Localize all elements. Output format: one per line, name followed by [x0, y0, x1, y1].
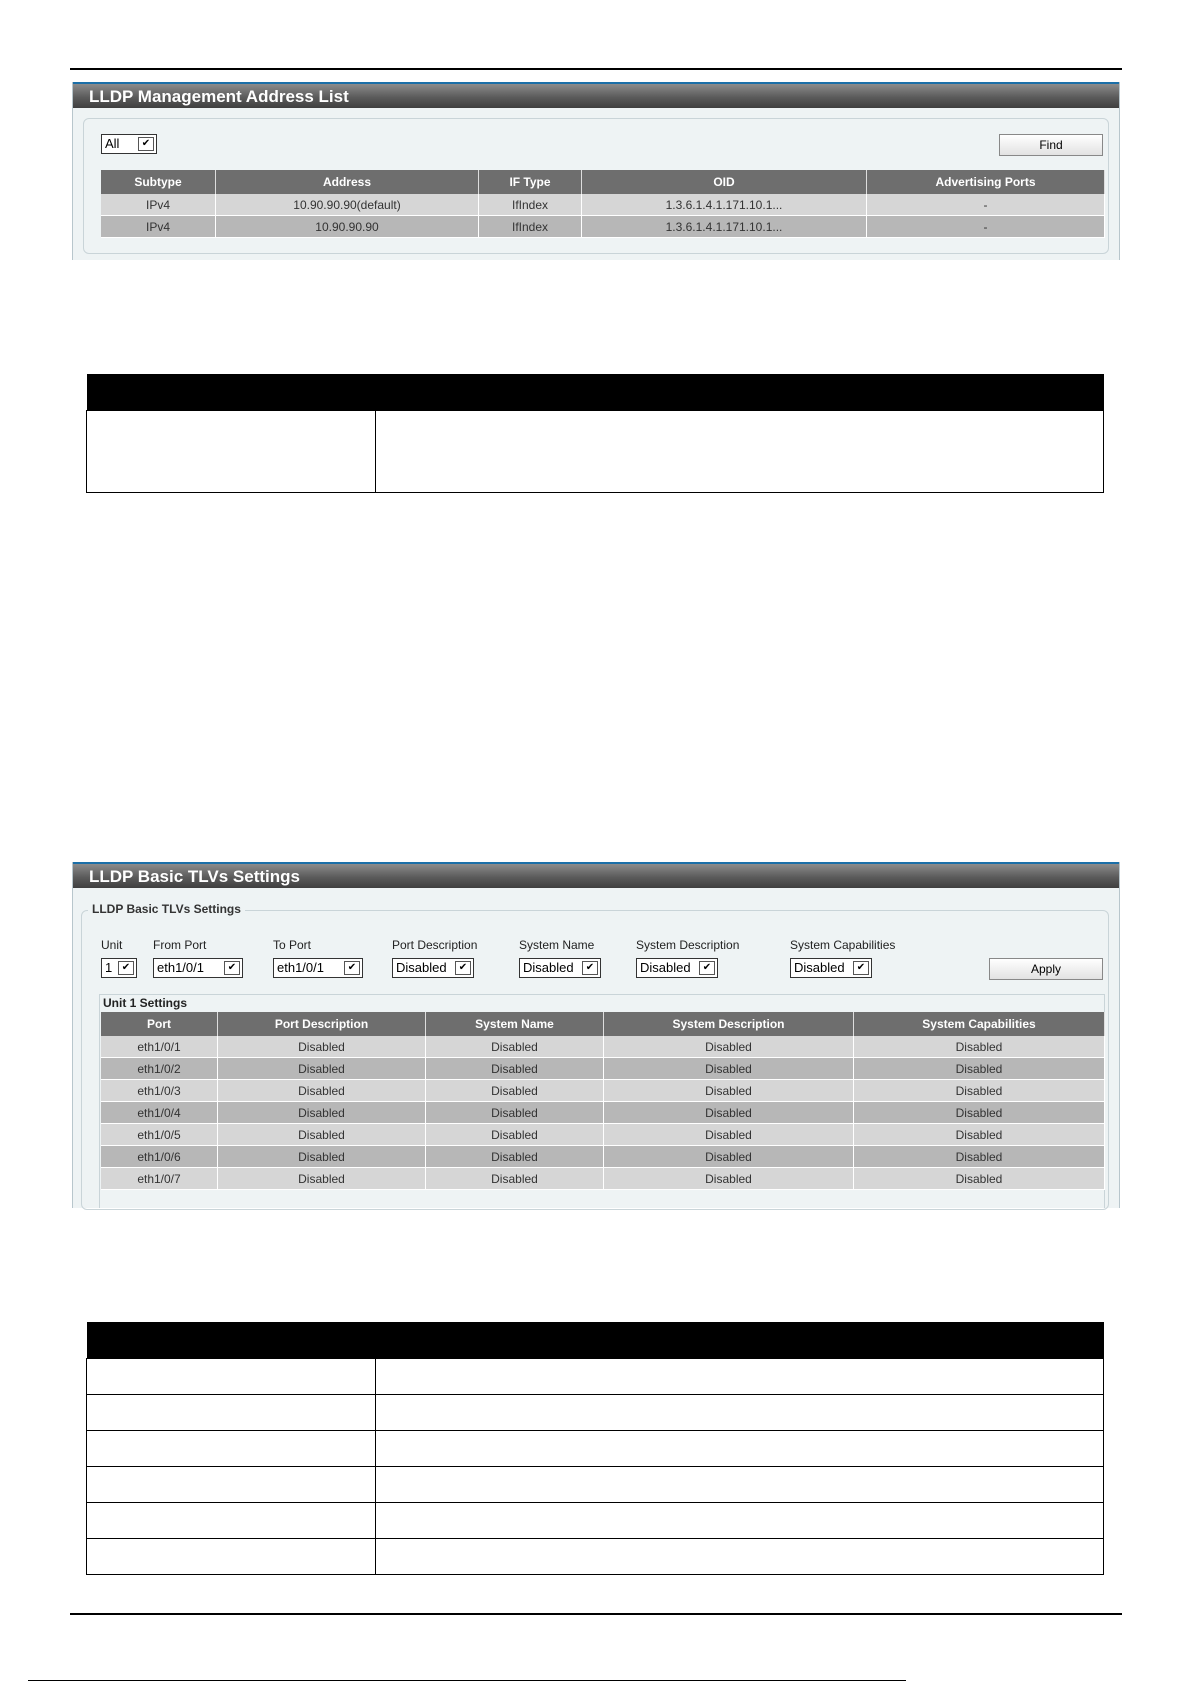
tlv-settings-table	[101, 1012, 1105, 1190]
system-capabilities-label: System Capabilities	[790, 938, 896, 952]
cell-if-type: IfIndex	[479, 194, 582, 216]
parameter-cell	[87, 1539, 376, 1575]
from-port-select[interactable]	[153, 958, 243, 978]
find-button[interactable]: Find	[999, 134, 1103, 156]
cell-system-capabilities: Disabled	[854, 1080, 1105, 1102]
table-row	[101, 216, 1105, 238]
cell-system-capabilities: Disabled	[854, 1102, 1105, 1124]
page-top-rule	[70, 68, 1122, 70]
lldp-management-address-panel	[72, 82, 1120, 260]
from-port-value: eth1/0/1	[157, 960, 204, 975]
table-row	[101, 1036, 1105, 1058]
cell-system-name: Disabled	[426, 1036, 604, 1058]
table-row	[101, 1058, 1105, 1080]
panel-title: LLDP Management Address List	[73, 82, 1119, 108]
doc-table-header	[87, 374, 1104, 411]
cell-system-description: Disabled	[604, 1036, 854, 1058]
parameter-cell	[87, 1503, 376, 1539]
cell-system-name: Disabled	[426, 1102, 604, 1124]
cell-address: 10.90.90.90(default)	[216, 194, 479, 216]
chevron-down-icon: ✔	[455, 961, 471, 975]
cell-system-description: Disabled	[604, 1058, 854, 1080]
description-cell	[376, 1539, 1104, 1575]
system-description-value: Disabled	[640, 960, 691, 975]
lldp-basic-tlvs-panel	[72, 862, 1120, 1208]
cell-port: eth1/0/1	[101, 1036, 218, 1058]
table-row	[101, 1146, 1105, 1168]
cell-system-description: Disabled	[604, 1146, 854, 1168]
system-capabilities-select[interactable]	[790, 958, 872, 978]
description-cell	[376, 1467, 1104, 1503]
parameter-description-table-2	[86, 1322, 1104, 1575]
parameter-cell	[87, 1395, 376, 1431]
table-row	[101, 1102, 1105, 1124]
cell-port-description: Disabled	[218, 1036, 426, 1058]
to-port-select[interactable]	[273, 958, 363, 978]
chevron-down-icon: ✔	[699, 961, 715, 975]
chevron-down-icon: ✔	[118, 961, 134, 975]
cell-port: eth1/0/2	[101, 1058, 218, 1080]
port-description-value: Disabled	[396, 960, 447, 975]
cell-subtype: IPv4	[101, 194, 216, 216]
cell-port-description: Disabled	[218, 1168, 426, 1190]
cell-system-capabilities: Disabled	[854, 1146, 1105, 1168]
parameter-cell	[87, 1467, 376, 1503]
cell-port-description: Disabled	[218, 1058, 426, 1080]
cell-subtype: IPv4	[101, 216, 216, 238]
cell-system-capabilities: Disabled	[854, 1168, 1105, 1190]
cell-system-description: Disabled	[604, 1080, 854, 1102]
column-header-port: Port	[101, 1012, 218, 1036]
cell-port-description: Disabled	[218, 1102, 426, 1124]
cell-system-capabilities: Disabled	[854, 1124, 1105, 1146]
cell-system-name: Disabled	[426, 1080, 604, 1102]
chevron-down-icon: ✔	[853, 961, 869, 975]
description-cell	[376, 1431, 1104, 1467]
cell-oid: 1.3.6.1.4.1.171.10.1...	[582, 216, 867, 238]
column-header-oid: OID	[582, 170, 867, 194]
unit-value: 1	[105, 960, 113, 975]
footer-rule	[28, 1680, 906, 1681]
subtype-filter-select[interactable]	[101, 134, 157, 154]
from-port-label: From Port	[153, 938, 207, 952]
parameter-description-table-1	[86, 374, 1104, 493]
cell-port-description: Disabled	[218, 1080, 426, 1102]
table-row	[101, 194, 1105, 216]
chevron-down-icon: ✔	[138, 137, 154, 151]
cell-system-description: Disabled	[604, 1124, 854, 1146]
management-address-table	[101, 170, 1105, 238]
chevron-down-icon: ✔	[582, 961, 598, 975]
column-header-address: Address	[216, 170, 479, 194]
to-port-label: To Port	[273, 938, 312, 952]
column-header-system-capabilities: System Capabilities	[854, 1012, 1105, 1036]
port-description-label: Port Description	[392, 938, 478, 952]
cell-system-capabilities: Disabled	[854, 1036, 1105, 1058]
cell-system-capabilities: Disabled	[854, 1058, 1105, 1080]
cell-system-description: Disabled	[604, 1168, 854, 1190]
description-cell	[376, 1359, 1104, 1395]
column-header-if-type: IF Type	[479, 170, 582, 194]
apply-button[interactable]: Apply	[989, 958, 1103, 980]
panel-title: LLDP Basic TLVs Settings	[73, 862, 1119, 888]
port-description-select[interactable]	[392, 958, 474, 978]
system-name-label: System Name	[519, 938, 595, 952]
unit-label: Unit	[101, 938, 123, 952]
cell-oid: 1.3.6.1.4.1.171.10.1...	[582, 194, 867, 216]
column-header-advertising-ports: Advertising Ports	[867, 170, 1105, 194]
parameter-cell	[87, 1359, 376, 1395]
column-header-subtype: Subtype	[101, 170, 216, 194]
parameter-cell	[87, 1431, 376, 1467]
cell-port: eth1/0/5	[101, 1124, 218, 1146]
system-name-value: Disabled	[523, 960, 574, 975]
subtype-filter-value: All	[105, 136, 120, 151]
description-cell	[376, 1503, 1104, 1539]
cell-system-name: Disabled	[426, 1124, 604, 1146]
chevron-down-icon: ✔	[224, 961, 240, 975]
column-header-system-name: System Name	[426, 1012, 604, 1036]
cell-port: eth1/0/4	[101, 1102, 218, 1124]
page-bottom-rule	[70, 1613, 1122, 1615]
cell-system-name: Disabled	[426, 1168, 604, 1190]
cell-port: eth1/0/7	[101, 1168, 218, 1190]
fieldset-legend: LLDP Basic TLVs Settings	[88, 902, 245, 916]
table-row	[101, 1124, 1105, 1146]
table-row	[101, 1168, 1105, 1190]
cell-system-description: Disabled	[604, 1102, 854, 1124]
system-description-label: System Description	[636, 938, 740, 952]
chevron-down-icon: ✔	[344, 961, 360, 975]
cell-advertising-ports: -	[867, 216, 1105, 238]
cell-port-description: Disabled	[218, 1124, 426, 1146]
system-description-select[interactable]	[636, 958, 718, 978]
system-name-select[interactable]	[519, 958, 601, 978]
cell-address: 10.90.90.90	[216, 216, 479, 238]
cell-port: eth1/0/3	[101, 1080, 218, 1102]
cell-system-name: Disabled	[426, 1058, 604, 1080]
doc-table-header	[87, 1322, 1104, 1359]
parameter-cell	[87, 411, 376, 493]
cell-if-type: IfIndex	[479, 216, 582, 238]
cell-system-name: Disabled	[426, 1146, 604, 1168]
to-port-value: eth1/0/1	[277, 960, 324, 975]
unit-settings-label: Unit 1 Settings	[103, 996, 188, 1010]
column-header-system-description: System Description	[604, 1012, 854, 1036]
table-row	[101, 1080, 1105, 1102]
system-capabilities-value: Disabled	[794, 960, 845, 975]
unit-select[interactable]	[101, 958, 137, 978]
cell-port: eth1/0/6	[101, 1146, 218, 1168]
column-header-port-description: Port Description	[218, 1012, 426, 1036]
description-cell	[376, 1395, 1104, 1431]
cell-port-description: Disabled	[218, 1146, 426, 1168]
description-cell	[376, 411, 1104, 493]
cell-advertising-ports: -	[867, 194, 1105, 216]
